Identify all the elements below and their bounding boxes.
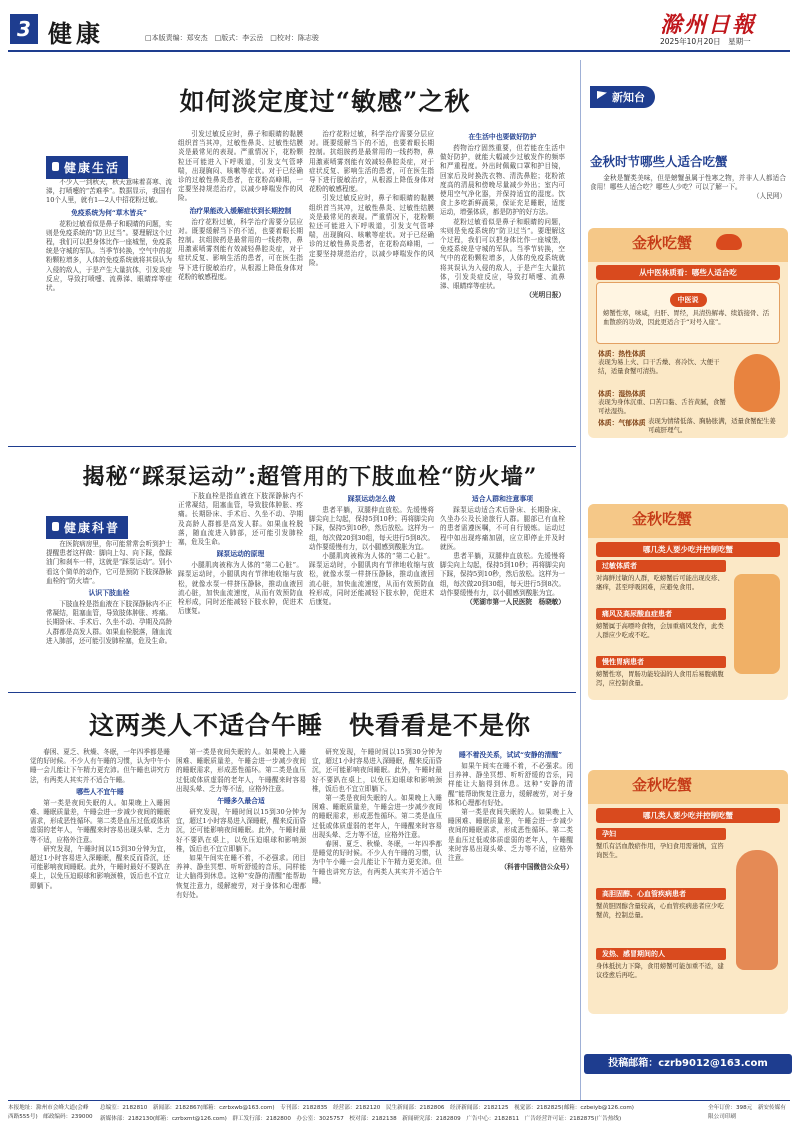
tcm-intro: 螃蟹性寒，味咸，归肝、胃经，具清热解毒、续筋接骨、活血散瘀的功效，因此更适合于“对号入座”。 <box>603 309 770 326</box>
sidebar-title: 金秋时节哪些人适合吃蟹 <box>590 154 728 169</box>
sidebar-badge: 新知台 <box>590 86 655 108</box>
article3-body2a: 研究发现，午睡时间以15到30分钟为宜，超过1小时容易进入深睡眠，醒来反而昏沉，还可能影响夜间睡眠。此外，午睡时最好不要趴在桌上，以免压迫眼球和影响颈椎，饭后也不宜立即躺下。 <box>30 844 170 890</box>
page-number-box <box>10 14 38 44</box>
article3-body2: 研究发现，午睡时间以15到30分钟为宜，超过1小时容易进入深睡眠，醒来反而昏沉，还可能影响夜间睡眠。此外，午睡时最好不要趴在桌上，以免压迫眼球和影响颈椎，饭后也不宜立即躺下。 <box>176 808 306 853</box>
type1-desc: 表现为易上火、口干舌燥、喜冷饮、大便干结，适量食蟹可清热。 <box>598 358 720 375</box>
c2-item2: 痛风及高尿酸血症患者 螃蟹属于高嘌呤食物，会加重痛风发作，此类人群应少吃或不吃。 <box>596 608 726 658</box>
sidebar-source: （人民网） <box>753 192 786 201</box>
flag-icon <box>597 91 607 99</box>
c2-item1: 过敏体质者 对海鲜过敏的人群，吃螃蟹后可能出现皮疹、瘙痒，甚至呼吸困难，应避免食用。 <box>596 560 726 610</box>
article1-col2 <box>178 130 303 440</box>
article2-col4 <box>440 492 565 686</box>
crab-illustration <box>734 354 780 412</box>
article2-badge: 健康科普 <box>46 516 128 539</box>
article1-badge: 健康生活 <box>46 156 128 179</box>
c3-item2: 高胆固醇、心血管疾病患者 蟹黄胆固醇含量较高，心血管疾病患者应少吃蟹黄，控制总量。 <box>596 888 726 948</box>
article3-source: （科普中国微信公众号） <box>500 863 573 872</box>
article1-body2: 引发过敏反应时，鼻子和眼睛的黏膜组织首当其冲，过敏性鼻炎、过敏性结膜炎是最常见的表现。严重情况下，花粉颗粒还可能进入下呼吸道，引发支气管哮喘，出现胸闷、咳嗽等症状。对于已经确诊的过敏性鼻炎患者，在花粉高峰期，一定要坚持规范治疗，以减少哮喘发作的风险。 <box>178 130 303 203</box>
crab-card-3-title: 金秋吃蟹 <box>632 776 693 794</box>
article3-col2 <box>176 748 306 1093</box>
article1-body1: 花粉过敏看似是鼻子和眼睛的问题，实则是免疫系统的“防卫过当”。要理解这个过程，我们可以把身体比作一座城堡，免疫系统是守城的军队。当季节转换，空气中的花粉颗粒增多，人体的免疫系统就将其误认为入侵的敌人，于是产生大量抗体，引发炎症反应，导致打喷嚏、流鼻涕、眼睛痒等症状。 <box>46 219 172 293</box>
food-illustration <box>734 574 780 674</box>
article3-body3a: 如果午间实在睡不着，不必强求。闭目养神、静坐冥想、听听舒缓的音乐，同样能让大脑得到休息。这种“安静的清醒”能帮助恢复注意力，缓解疲劳，对于身体和心理都有好处。 <box>176 854 306 899</box>
sidebar-divider <box>580 60 581 1100</box>
article1-body4: 药物治疗固然重要，但若能在生活中做好防护，就能大幅减少过敏发作的频率和严重程度。外出时佩戴口罩和护目镜，回家后及时换洗衣物、清洗鼻腔；花粉浓度高的清晨和傍晚尽量减少外出；室内可使用空气净化器，并保持适宜的湿度。饮食上多吃新鲜蔬果，保证充足睡眠，适度运动，增强体质，都是防护的好方法。 <box>440 144 565 217</box>
article2-body1: 下肢血栓是指血液在下肢深静脉内不正常凝结，阻塞血管，导致肢体肿胀、疼痛。长期卧床、手术后、久坐不动、孕期及高龄人群都是高发人群。如果血栓脱落，随血流进入肺部，还可能引发肺栓塞，危及生命。 <box>46 600 172 645</box>
type1-label: 体质：热性体质 <box>598 350 646 358</box>
article2-body3b: 患者平躺，双腿伸直放松。先缓慢将脚尖向上勾起，保持5到10秒；再将脚尖向下踩，保持5到10秒，然后放松。这样为一组，每次做20到30组，每天进行5到8次。动作要缓慢有力，以小腿感到酸胀为宜。 <box>440 552 565 597</box>
c2-item3: 慢性胃病患者 螃蟹性寒，胃肠功能较弱的人食用后易腹痛腹泻，应控制食量。 <box>596 656 726 700</box>
type3-desc: 表现为情绪低落、胸胁胀满，适量食蟹配生姜可疏肝理气。 <box>648 417 776 434</box>
article1-body1b: 花粉过敏看似是鼻子和眼睛的问题，实则是免疫系统的“防卫过当”。要理解这个过程，我们可以把身体比作一座城堡，免疫系统是守城的军队。当季节转换，空气中的花粉颗粒增多，人体的免疫系统就将其误认为入侵的敌人，于是产生大量抗体，引发炎症反应，导致打喷嚏、流鼻涕、眼睛痒等症状。 <box>440 217 565 291</box>
article3-lead: 春困、夏乏、秋燥、冬眠，一年四季都是睡觉的好时候。不少人有午睡的习惯，认为中午小睡一会儿能让下午精力更充沛。但午睡也讲究方法，有两类人其实并不适合午睡。 <box>30 748 170 784</box>
masthead <box>0 0 798 56</box>
issue-date: 2025年10月20日 星期一 <box>660 37 751 46</box>
editor-credits: □本版责编：郑安杰 □版式：李云岳 □校对：陈志骏 <box>145 34 319 42</box>
c3-item3: 发热、感冒期间的人 身体抵抗力下降，食用螃蟹可能加重不适，建议痊愈后再吃。 <box>596 948 726 1008</box>
article1-col1 <box>46 178 172 440</box>
crab-card-2-sub: 哪几类人要少吃并控制吃蟹 <box>596 542 780 557</box>
footer <box>8 1100 790 1136</box>
article2-body1b: 下肢血栓是指血液在下肢深静脉内不正常凝结，阻塞血管，导致肢体肿胀、疼痛。长期卧床、手术后、久坐不动、孕期及高龄人群都是高发人群。如果血栓脱落，随血流进入肺部，还可能引发肺栓塞，危及生命。 <box>178 492 303 547</box>
article3-col3 <box>312 748 442 1093</box>
submission-mailbox[interactable]: 投稿邮箱：czrb9012@163.com <box>584 1054 792 1074</box>
crab-card-3-sub: 哪几类人要少吃并控制吃蟹 <box>596 808 780 823</box>
masthead-rule <box>8 50 790 52</box>
article3-col4 <box>448 748 573 1093</box>
article3-body1d: 第一类是夜间失眠的人。如果晚上入睡困难、睡眠质量差，午睡会进一步减少夜间的睡眠需求，形成恶性循环。第二类是血压过低或体质虚弱的老年人，午睡醒来时容易出现头晕、乏力等不适，应格外注意。 <box>448 808 573 863</box>
article2-body2b: 小腿肌肉被称为人体的“第二心脏”。踩泵运动时，小腿肌肉有节律地收缩与放松，就像水泵一样挤压静脉，推动血液回流心脏，加快血流速度，从而有效预防血栓形成，同时还能减轻下肢水肿，促进术后康复。 <box>309 552 434 607</box>
article2-body4: 踩泵运动适合术后卧床、长期卧床、久坐办公及长途旅行人群。腿部已有血栓的患者需遵医嘱，不可自行锻炼。运动过程中如出现疼痛加剧，应立即停止并及时就医。 <box>440 506 565 551</box>
type3-label: 体质：气郁体质 <box>598 419 646 427</box>
footer-contacts-2: 新媒体部：2182130(邮箱：czrbxmt@126.com) 群工发行部：2182800 办公室：3025757 校对部：2182138 新闻研究部：2182809 广告中心：2182811 广告经营许可证：2182875(广告热线) <box>100 1116 622 1122</box>
article2-subhead3: 踩泵运动怎么做 <box>347 495 396 503</box>
section-title: 健康 <box>48 20 104 48</box>
crab-card-1-title: 金秋吃蟹 <box>632 234 693 252</box>
article3-subhead2: 午睡多久最合适 <box>217 797 265 806</box>
article1-headline: 如何淡定度过“敏感”之秋 <box>179 87 471 116</box>
article3-col1 <box>30 748 170 1093</box>
article2-body3: 患者平躺，双腿伸直放松。先缓慢将脚尖向上勾起，保持5到10秒；再将脚尖向下踩，保持5到10秒，然后放松。这样为一组，每次做20到30组，每天进行5到8次。动作要缓慢有力，以小腿感到酸胀为宜。 <box>309 506 434 551</box>
article1-source: （光明日报） <box>525 291 565 300</box>
type2-desc: 表现为身体沉重、口苦口黏、舌苔黄腻，食蟹可祛湿热。 <box>598 398 726 415</box>
crab-card-1-sub: 从中医体质看：哪些人适合吃 <box>596 265 780 280</box>
type2-label: 体质：湿热体质 <box>598 390 646 398</box>
article2-subhead1: 认识下肢血栓 <box>88 589 130 598</box>
article2-col2 <box>178 492 303 686</box>
article2-subhead2: 踩泵运动的原理 <box>216 550 265 559</box>
article2-col3 <box>309 492 434 686</box>
article2-subhead4: 适合人群和注意事项 <box>471 495 534 503</box>
article1-subhead1: 免疫系统为何“草木皆兵” <box>71 208 147 217</box>
article1-lead: 不少人一到秋天，秋天意味着喜寒、流涕，打喷嚏的“苦难季”。数据显示，我国有10个人里，就有1—2人中招花粉过敏。 <box>46 178 172 205</box>
article2-col1 <box>46 540 172 686</box>
woman-illustration <box>736 850 778 970</box>
crab-card-3 <box>588 770 788 1014</box>
article3-body3: 如果午间实在睡不着，不必强求。闭目养神、静坐冥想、听听舒缓的音乐，同样能让大脑得到休息。这种“安静的清醒”能帮助恢复注意力，缓解疲劳，对于身体和心理都有好处。 <box>448 762 573 807</box>
article3-headline: 这两类人不适合午睡 快看看是不是你 <box>88 711 531 740</box>
article1-body3a: 治疗花粉过敏，科学治疗需要分层应对。既要缓解当下的不适，也要着眼长期控制。抗组胺药是最常用的一线药物，鼻用激素喷雾剂能有效减轻鼻腔炎症，对于症状反复、影响生活的患者，可在医生指导下进行脱敏治疗，从根源上降低身体对花粉的敏感程度。 <box>178 217 303 281</box>
article2-lead: 在医院病房里，你可能常常会听到护士提醒患者这样做：脚向上勾、向下踩，像踩油门和刹车一样，这就是“踩泵运动”。别小看这个简单的动作，它可是预防下肢深静脉血栓的“防火墙”。 <box>46 540 172 585</box>
footer-contacts-1: 总编室：2182810 新闻部：2182867(邮箱：czrbxwb@163.com) 专刊部：2182835 经营部：2182120 民生新闻部：2182806 经济新闻部：2182125 视觉部：2182825(邮箱：czbeiyb@126.com) <box>100 1105 634 1111</box>
article1-subhead2: 治疗果能改入缓解症状到长期控制 <box>189 206 292 215</box>
page-number: 3 <box>17 17 31 41</box>
article2-headline: 揭秘“踩泵运动”:超管用的下肢血栓“防火墙” <box>82 464 538 490</box>
tcm-pill: 中医说 <box>670 293 707 307</box>
footer-address: 本报地址：滁州市会峰大道(会峰西路555号) 邮政编码：239000 <box>8 1105 93 1120</box>
article3-body1: 第一类是夜间失眠的人。如果晚上入睡困难、睡眠质量差，午睡会进一步减少夜间的睡眠需求，形成恶性循环。第二类是血压过低或体质虚弱的老年人，午睡醒来时容易出现头晕、乏力等不适，应格外注意。 <box>30 798 170 844</box>
article1-body3b: 治疗花粉过敏，科学治疗需要分层应对。既要缓解当下的不适，也要着眼长期控制。抗组胺药是最常用的一线药物，鼻用激素喷雾剂能有效减轻鼻腔炎症，对于症状反复、影响生活的患者，可在医生指导下进行脱敏治疗，从根源上降低身体对花粉的敏感程度。 <box>309 130 434 194</box>
crab-card-1 <box>588 228 788 438</box>
article3-subhead3: 睡不着没关系，试试“安静的清醒” <box>459 751 562 759</box>
crab-icon <box>716 234 742 250</box>
crab-card-2 <box>588 504 788 700</box>
c3-item1: 孕妇 蟹爪有活血散瘀作用，孕妇食用需谨慎，宜咨询医生。 <box>596 828 726 888</box>
article3-body1b: 第一类是夜间失眠的人。如果晚上入睡困难、睡眠质量差，午睡会进一步减少夜间的睡眠需求，形成恶性循环。第二类是血压过低或体质虚弱的老年人，午睡醒来时容易出现头晕、乏力等不适，应格外注意。 <box>176 748 306 793</box>
article1-rule <box>8 446 576 447</box>
article1-body2b: 引发过敏反应时，鼻子和眼睛的黏膜组织首当其冲，过敏性鼻炎、过敏性结膜炎是最常见的表现。严重情况下，花粉颗粒还可能进入下呼吸道，引发支气管哮喘，出现胸闷、咳嗽等症状。对于已经确诊的过敏性鼻炎患者，在花粉高峰期，一定要坚持规范治疗，以减少哮喘发作的风险。 <box>309 194 434 267</box>
article2-source: （芜湖市第一人民医院 杨晓敏） <box>466 598 565 607</box>
footer-price: 全年订价：398元 新安传媒有限公司印刷 <box>708 1105 786 1120</box>
article3-lead-b: 春困、夏乏、秋燥、冬眠，一年四季都是睡觉的好时候。不少人有午睡的习惯，认为中午小睡一会儿能让下午精力更充沛。但午睡也讲究方法，有两类人其实并不适合午睡。 <box>312 840 442 885</box>
tcm-box <box>596 282 780 344</box>
paper-logo: 滁州日報 <box>660 12 757 38</box>
article3-subhead1: 哪些人不宜午睡 <box>76 787 124 796</box>
sidebar-intro: 金秋是蟹类美味，但是螃蟹虽属于性寒之物，并非人人都适合食用！哪些人适合吃？哪些人少吃？可以了解一下。 （人民网） <box>590 174 786 201</box>
article1-col4 <box>440 130 565 440</box>
article3-body1c: 第一类是夜间失眠的人。如果晚上入睡困难、睡眠质量差，午睡会进一步减少夜间的睡眠需求，形成恶性循环。第二类是血压过低或体质虚弱的老年人，午睡醒来时容易出现头晕、乏力等不适，应格外注意。 <box>312 794 442 839</box>
crab-card-2-title: 金秋吃蟹 <box>632 510 693 528</box>
article2-rule <box>8 692 576 693</box>
article1-col3 <box>309 130 434 440</box>
article1-subhead3: 在生活中也要做好防护 <box>468 133 537 141</box>
article2-body2: 小腿肌肉被称为人体的“第二心脏”。踩泵运动时，小腿肌肉有节律地收缩与放松，就像水泵一样挤压静脉，推动血液回流心脏，加快血流速度，从而有效预防血栓形成，同时还能减轻下肢水肿，促进术后康复。 <box>178 561 303 616</box>
article3-body2b: 研究发现，午睡时间以15到30分钟为宜，超过1小时容易进入深睡眠，醒来反而昏沉，还可能影响夜间睡眠。此外，午睡时最好不要趴在桌上，以免压迫眼球和影响颈椎，饭后也不宜立即躺下。 <box>312 748 442 793</box>
